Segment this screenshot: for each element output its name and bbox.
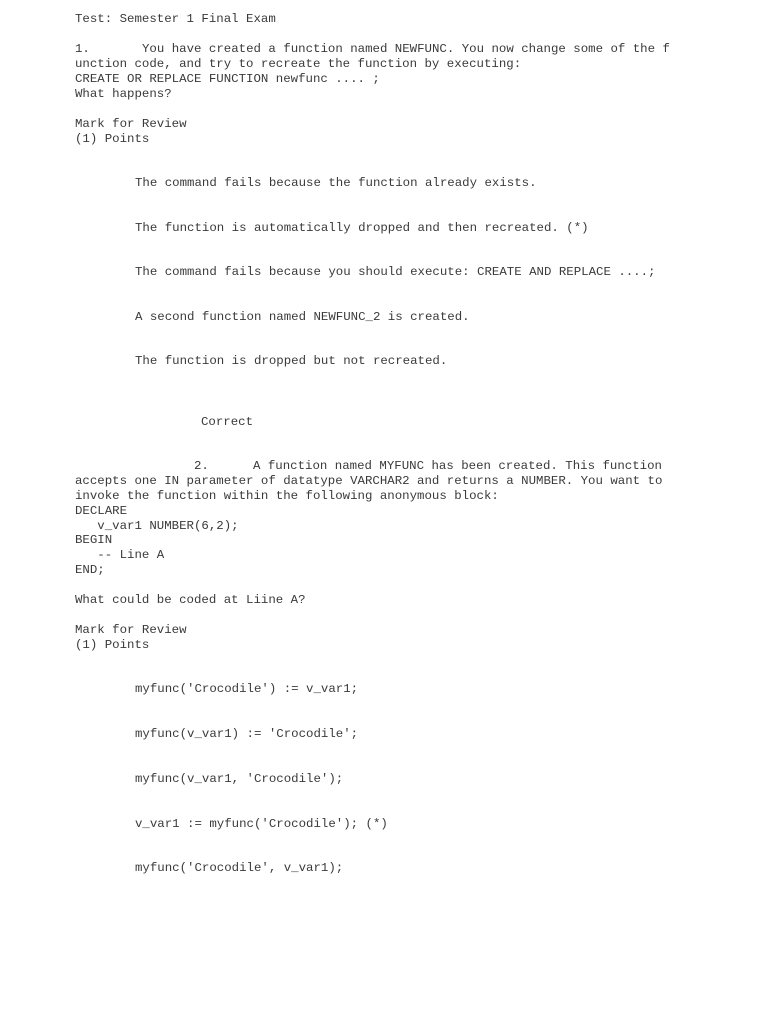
question-2-option[interactable]: v_var1 := myfunc('Crocodile'); (*) (135, 817, 388, 831)
question-2-text-line: A function named MYFUNC has been created. This function (253, 459, 662, 473)
question-2-option[interactable]: myfunc('Crocodile', v_var1); (135, 861, 344, 875)
exam-title: Test: Semester 1 Final Exam (75, 12, 276, 26)
question-1-option[interactable]: The function is automatically dropped and then recreated. (*) (135, 221, 589, 235)
question-2-code-line: BEGIN (75, 533, 113, 547)
question-2-option[interactable]: myfunc('Crocodile') := v_var1; (135, 682, 359, 696)
question-2-prompt: What could be coded at Liine A? (75, 593, 306, 607)
question-1-number: 1. (75, 42, 90, 56)
question-2-number: 2. (194, 459, 209, 473)
question-2-code-line: -- Line A (75, 548, 165, 562)
question-1-text-line: You have created a function named NEWFUNC. You now change some of the f (142, 42, 670, 56)
question-2-text-line: invoke the function within the following anonymous block: (75, 489, 499, 503)
question-2-points: (1) Points (75, 638, 150, 652)
question-2-option[interactable]: myfunc(v_var1, 'Crocodile'); (135, 772, 344, 786)
question-1-option[interactable]: The function is dropped but not recreated. (135, 354, 448, 368)
question-1-result: Correct (201, 415, 254, 429)
question-1-option[interactable]: The command fails because you should execute: CREATE AND REPLACE ....; (135, 265, 656, 279)
question-2-option[interactable]: myfunc(v_var1) := 'Crocodile'; (135, 727, 359, 741)
question-2-code-line: DECLARE (75, 504, 128, 518)
question-1-option[interactable]: A second function named NEWFUNC_2 is created. (135, 310, 470, 324)
question-1-text-line: What happens? (75, 87, 172, 101)
question-1-points: (1) Points (75, 132, 150, 146)
question-1-text-line: CREATE OR REPLACE FUNCTION newfunc .... ; (75, 72, 380, 86)
question-2-code-line: END; (75, 563, 105, 577)
question-2-code-line: v_var1 NUMBER(6,2); (75, 519, 239, 533)
question-2-mark-for-review[interactable]: Mark for Review (75, 623, 187, 637)
question-1-mark-for-review[interactable]: Mark for Review (75, 117, 187, 131)
question-2-text-line: accepts one IN parameter of datatype VARCHAR2 and returns a NUMBER. You want to (75, 474, 663, 488)
question-1-option[interactable]: The command fails because the function already exists. (135, 176, 537, 190)
question-1-text-line: unction code, and try to recreate the function by executing: (75, 57, 522, 71)
